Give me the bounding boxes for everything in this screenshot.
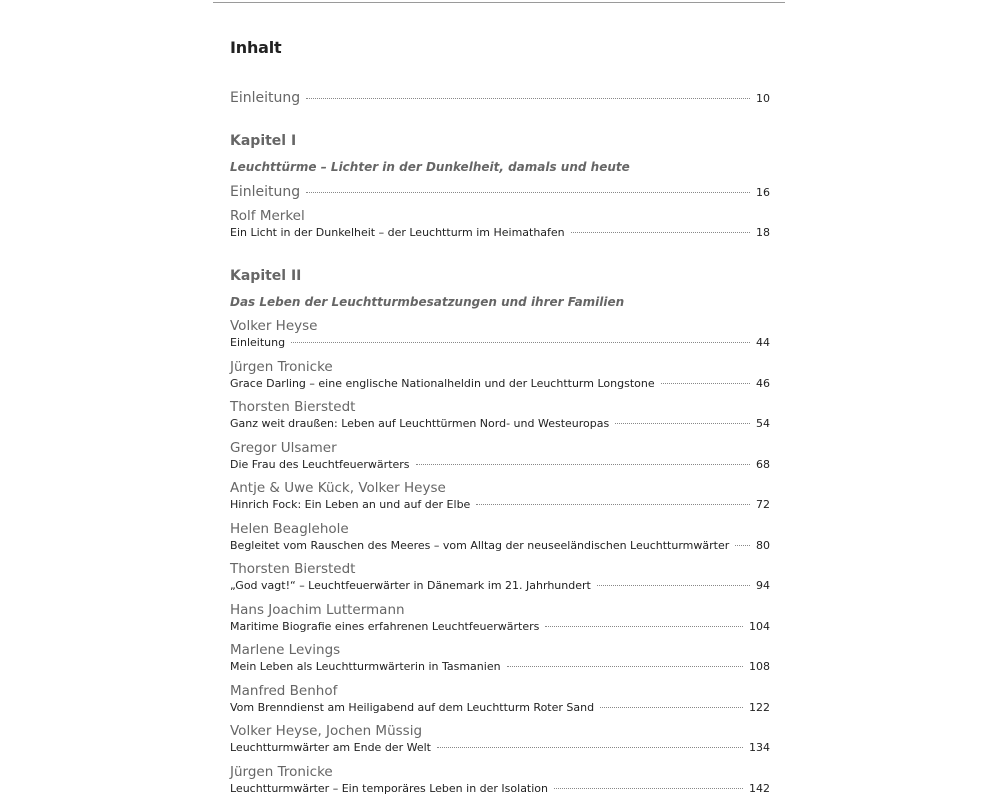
entry-title: Einleitung	[230, 184, 301, 200]
page-number: 142	[749, 781, 770, 795]
entry-author: Volker Heyse, Jochen Müssig	[230, 723, 423, 739]
leader-dots	[545, 626, 743, 627]
entry-title: Mein Leben als Leuchtturmwärterin in Tasmanien	[230, 660, 501, 673]
top-rule	[213, 2, 785, 3]
entry-title: „God vagt!“ – Leuchtfeuerwärter in Dänemark im 21. Jahrhundert	[230, 579, 591, 592]
leader-dots	[476, 504, 750, 505]
toc-entry[interactable]	[230, 226, 770, 239]
entry-author: Rolf Merkel	[230, 208, 305, 224]
page-number: 16	[756, 186, 770, 199]
entry-title: Einleitung	[230, 336, 286, 349]
leader-dots	[615, 423, 750, 424]
chapter-1-label: Kapitel I	[230, 133, 297, 149]
chapter-2-label: Kapitel II	[230, 268, 302, 284]
toc-entry[interactable]	[230, 701, 770, 714]
entry-author: Hans Joachim Luttermann	[230, 601, 405, 618]
entry-title: Vom Brenndienst am Heiligabend auf dem Leuchtturm Roter Sand	[230, 700, 595, 714]
page-number: 134	[749, 741, 770, 754]
entry-title: Ganz weit draußen: Leben auf Leuchttürmen Nord- und Westeuropas	[230, 417, 610, 430]
entry-title: Ein Licht in der Dunkelheit – der Leuchtturm im Heimathafen	[230, 226, 565, 239]
chapter-2-subtitle: Das Leben der Leuchtturmbesatzungen und ihrer Familien	[230, 295, 625, 309]
leader-dots	[600, 707, 743, 708]
page-number: 10	[756, 92, 770, 105]
page-number: 94	[756, 579, 770, 592]
toc-entry[interactable]	[230, 579, 770, 592]
toc-entry[interactable]	[230, 741, 770, 754]
entry-title: Einleitung	[230, 90, 301, 106]
entry-author: Thorsten Bierstedt	[230, 399, 356, 415]
entry-author: Manfred Benhof	[230, 682, 338, 699]
toc-entry[interactable]	[230, 498, 770, 511]
page-number: 122	[749, 700, 770, 714]
entry-title: Begleitet vom Rauschen des Meeres – vom Alltag der neuseeländischen Leuchtturmwärter	[230, 538, 730, 552]
entry-author: Helen Beaglehole	[230, 520, 349, 537]
entry-title: Leuchtturmwärter am Ende der Welt	[230, 741, 431, 754]
leader-dots	[291, 342, 750, 343]
toc-entry[interactable]	[230, 539, 770, 552]
entry-title: Hinrich Fock: Ein Leben an und auf der Elbe	[230, 498, 471, 511]
toc-entry-intro[interactable]	[230, 90, 770, 106]
leader-dots	[597, 585, 750, 586]
leader-dots	[735, 545, 750, 546]
entry-title: Leuchtturmwärter – Ein temporäres Leben in der Isolation	[230, 781, 549, 795]
entry-author: Marlene Levings	[230, 642, 341, 658]
page-title: Inhalt	[230, 38, 282, 57]
page-number: 104	[749, 619, 770, 633]
leader-dots	[507, 666, 743, 667]
entry-author: Thorsten Bierstedt	[230, 561, 356, 577]
page-number: 108	[749, 660, 770, 673]
leader-dots	[437, 747, 743, 748]
leader-dots	[554, 788, 743, 789]
toc-entry[interactable]	[230, 620, 770, 633]
leader-dots	[306, 192, 750, 193]
leader-dots	[306, 98, 750, 99]
leader-dots	[571, 232, 750, 233]
entry-author: Antje & Uwe Kück, Volker Heyse	[230, 480, 446, 496]
page-number: 54	[756, 417, 770, 430]
toc-entry[interactable]	[230, 660, 770, 673]
chapter-1-subtitle: Leuchttürme – Lichter in der Dunkelheit, damals und heute	[230, 160, 630, 174]
page-number: 18	[756, 226, 770, 239]
leader-dots	[661, 383, 750, 384]
entry-author: Gregor Ulsamer	[230, 439, 337, 456]
page-number: 72	[756, 498, 770, 511]
entry-title: Maritime Biografie eines erfahrenen Leuchtfeuerwärters	[230, 619, 540, 633]
entry-author: Jürgen Tronicke	[230, 763, 333, 780]
leader-dots	[416, 464, 750, 465]
entry-author: Volker Heyse	[230, 318, 318, 334]
toc-entry[interactable]	[230, 336, 770, 349]
toc-entry[interactable]	[230, 377, 770, 390]
toc-entry[interactable]	[230, 417, 770, 430]
toc-entry-chapter-1-intro[interactable]	[230, 184, 770, 200]
page-number: 80	[756, 538, 770, 552]
entry-title: Grace Darling – eine englische Nationalheldin und der Leuchtturm Longstone	[230, 376, 655, 390]
entry-author: Jürgen Tronicke	[230, 358, 333, 375]
entry-title: Die Frau des Leuchtfeuerwärters	[230, 457, 410, 471]
page-number: 44	[756, 336, 770, 349]
page-number: 46	[756, 376, 770, 390]
toc-entry[interactable]	[230, 782, 770, 795]
toc-entry[interactable]	[230, 458, 770, 471]
page-number: 68	[756, 457, 770, 471]
